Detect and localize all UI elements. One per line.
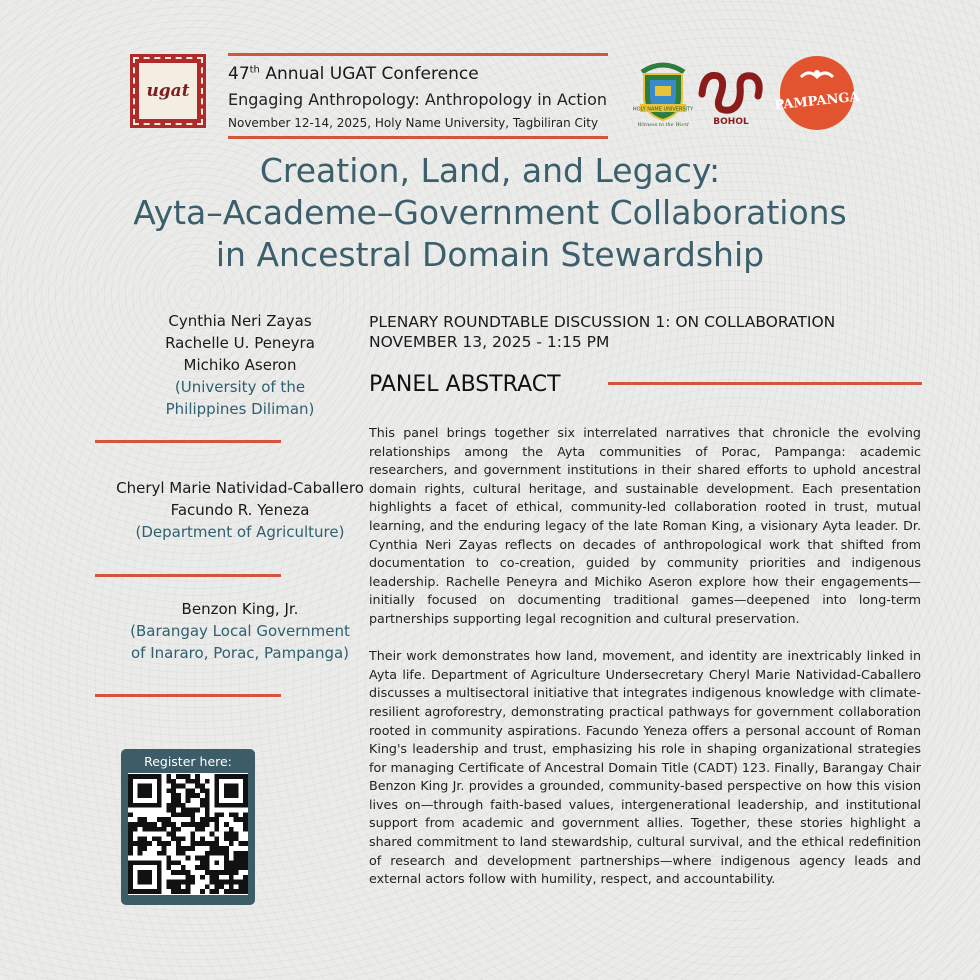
pampanga-logo bbox=[773, 55, 861, 131]
panelist-affiliation: (Department of Agriculture) bbox=[135, 523, 345, 541]
panelist-divider bbox=[95, 694, 281, 697]
hnu-logo-label: HOLY NAME UNIVERSITY bbox=[632, 106, 694, 113]
panelist-name: Michiko Aseron bbox=[183, 356, 297, 374]
bohol-logo bbox=[696, 66, 766, 128]
ugat-logo-text: ugat bbox=[146, 81, 190, 101]
abstract-heading: PANEL ABSTRACT bbox=[369, 372, 561, 397]
register-label: Register here: bbox=[144, 754, 232, 769]
register-qr-box[interactable] bbox=[121, 749, 255, 905]
panelist-name: Facundo R. Yeneza bbox=[170, 501, 310, 519]
conference-title: 47th Annual UGAT Conference bbox=[228, 64, 479, 84]
panelist-name: Rachelle U. Peneyra bbox=[165, 334, 315, 352]
main-title-line1: Creation, Land, and Legacy: bbox=[259, 151, 721, 190]
panelist-group-barangay bbox=[90, 598, 390, 664]
conference-theme: Engaging Anthropology: Anthropology in Action bbox=[228, 90, 608, 109]
panelist-divider bbox=[95, 574, 281, 577]
main-title bbox=[120, 150, 860, 276]
header-bottom-rule bbox=[228, 136, 608, 139]
pampanga-logo-label: PAMPANGA bbox=[773, 89, 861, 114]
panelist-name: Cheryl Marie Natividad-Caballero bbox=[116, 479, 364, 497]
abstract-paragraph: Their work demonstrates how land, movement, and identity are inextricably linked in Ayta life. Department of Agriculture Undersecretary Cheryl Marie Natividad-Caballero discusses a multisectoral initiative that integrates indigenous knowledge with climate-resilient agroforestry, demonstrating practical pathways for government collaboration rooted in community aspirations. Facundo Yeneza offers a personal account of Roman King's leadership and trust, emphasizing his role in shaping organizational strategies for managing Certificate of Ancestral Domain Title (CADT) 123. Finally, Barangay Chair Benzon King Jr. provides a grounded, community-based perspective on how this vision lives on—through faith-based values, intergenerational leadership, and institutional support from academic and government allies. Together, these stories highlight a shared commitment to land stewardship, cultural survival, and the ethical redefinition of research and development partnerships—where indigenous agency leads and external actors follow with humility, respect, and accountability. bbox=[369, 648, 921, 887]
conference-date-venue: November 12-14, 2025, Holy Name University, Tagbiliran City bbox=[228, 116, 599, 130]
panelist-name: Cynthia Neri Zayas bbox=[168, 312, 312, 330]
hnu-logo-motto: Witness to the Word bbox=[637, 122, 689, 128]
ugat-logo bbox=[130, 54, 206, 128]
hnu-logo bbox=[632, 58, 694, 132]
panelist-affiliation: (Barangay Local Government of Inararo, Porac, Pampanga) bbox=[130, 622, 350, 662]
abstract-heading-rule bbox=[608, 382, 922, 385]
abstract-paragraph: This panel brings together six interrelated narratives that chronicle the evolving relationships among the Ayta communities of Porac, Pampanga: academic researchers, and government institutions in their shared efforts to uphold ancestral domain rights, cultural heritage, and sustainable development. Each presentation highlights a facet of ethical, community-led collaboration rooted in trust, mutual learning, and the enduring legacy of the late Roman King, a visionary Ayta leader. Dr. Cynthia Neri Zayas reflects on decades of anthropological work that shifted from documentation to co-creation, guided by community priorities and indigenous leadership. Rachelle Peneyra and Michiko Aseron explore how their engagements—initially focused on documenting traditional games—deepened into long-term partnerships supporting legal recognition and cultural preservation. bbox=[369, 425, 921, 626]
bohol-logo-label: BOHOL bbox=[713, 117, 749, 127]
qr-code[interactable] bbox=[128, 773, 248, 895]
panelist-divider bbox=[95, 440, 281, 443]
panelist-group-da bbox=[90, 477, 390, 543]
panelist-affiliation: (University of the Philippines Diliman) bbox=[165, 378, 315, 418]
session-info bbox=[369, 312, 835, 352]
main-title-line2: Ayta–Academe–Government Collaborations bbox=[133, 193, 847, 232]
abstract-body bbox=[369, 424, 921, 907]
panelist-name: Benzon King, Jr. bbox=[181, 600, 299, 618]
session-title: PLENARY ROUNDTABLE DISCUSSION 1: ON COLLABORATION bbox=[369, 313, 836, 331]
header-top-rule bbox=[228, 53, 608, 56]
main-title-line3: in Ancestral Domain Stewardship bbox=[215, 235, 765, 274]
session-datetime: NOVEMBER 13, 2025 - 1:15 PM bbox=[369, 333, 610, 351]
qr-code-icon bbox=[128, 773, 248, 895]
panelist-group-up bbox=[90, 310, 390, 420]
